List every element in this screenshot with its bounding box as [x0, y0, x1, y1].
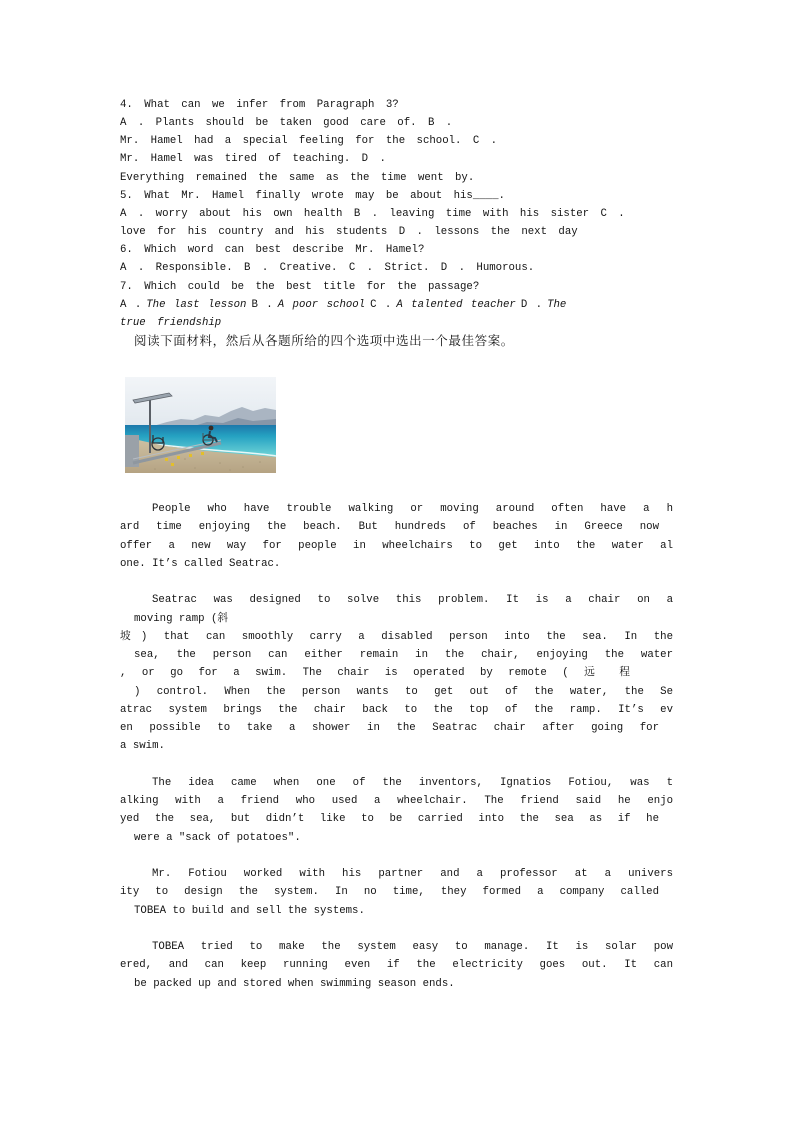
reading-instruction: 阅读下面材料，然后从各题所给的四个选项中选出一个最佳答案。 — [134, 333, 514, 349]
reading-passage — [120, 500, 673, 993]
passage-line: Seatrac was designed to solve this problem. It is a chair on a — [152, 594, 673, 607]
passage-line: be packed up and stored when swimming season ends. — [134, 977, 455, 990]
seatrac-beach-illustration — [125, 377, 276, 473]
option-c-text: A talented teacher — [396, 298, 516, 311]
question-4-options-line: A . Plants should be taken good care of. B . — [120, 117, 453, 130]
question-5: 5. What Mr. Hamel finally wrote may be about his____. — [120, 189, 505, 202]
question-7-options-line — [120, 296, 673, 314]
passage-line: TOBEA to build and sell the systems. — [134, 904, 365, 917]
passage-line: alking with a friend who used a wheelchair. The friend said he enjo — [120, 795, 673, 807]
question-5-options-line: A . worry about his own health B . leaving time with his sister C . — [120, 207, 625, 220]
paragraph-gap — [120, 920, 673, 938]
option-a-label: A . — [120, 298, 142, 311]
paragraph-gap — [120, 756, 673, 774]
seatrac-beach-photo — [125, 377, 276, 473]
option-d-text: The — [547, 298, 567, 311]
passage-line: offer a new way for people in wheelchairs to get into the water al — [120, 539, 673, 552]
passage-line: Mr. Fotiou worked with his partner and a professor at a univers — [152, 868, 673, 880]
passage-line: ard time enjoying the beach. But hundreds of beaches in Greece now — [120, 521, 659, 534]
paragraph-gap — [120, 847, 673, 865]
passage-line: sea, the person can either remain in the chair, enjoying the water — [134, 649, 673, 661]
passage-line: ity to design the system. In no time, they formed a company called — [120, 886, 659, 899]
passage-line: a swim. — [120, 740, 165, 753]
question-4-options-line: Everything remained the same as the time went by. — [120, 171, 475, 184]
option-b-text: A poor school — [277, 298, 366, 311]
passage-line: ered, and can keep running even if the electricity goes out. It can — [120, 959, 673, 972]
question-6-options-line: A . Responsible. B . Creative. C . Strict. D . Humorous. — [120, 262, 535, 275]
passage-line: TOBEA tried to make the system easy to manage. It is solar pow — [152, 941, 673, 953]
passage-line: atrac system brings the chair back to the top of the ramp. It’s ev — [120, 703, 673, 716]
passage-line: 坡) that can smoothly carry a disabled person into the sea. In the — [120, 630, 673, 643]
passage-line: The idea came when one of the inventors, Ignatios Fotiou, was t — [152, 776, 673, 789]
question-7-options-line — [120, 314, 673, 332]
passage-line: yed the sea, but didn’t like to be carried into the sea as if he — [120, 813, 659, 826]
question-5-options-line: love for his country and his students D . lessons the next day — [120, 226, 578, 239]
passage-line: , or go for a swim. The chair is operated by remote ( 远 程 — [120, 667, 630, 680]
paragraph-gap — [120, 573, 673, 591]
question-4: 4. What can we infer from Paragraph 3? — [120, 99, 399, 111]
passage-line: en possible to take a shower in the Seatrac chair after going for — [120, 722, 659, 734]
passage-line: moving ramp (斜 — [134, 612, 229, 625]
question-4-options-line: Mr. Hamel was tired of teaching. D . — [120, 153, 386, 166]
option-c-label: C . — [370, 298, 392, 311]
question-6: 6. Which word can best describe Mr. Hamel? — [120, 244, 425, 257]
option-a-text: The last lesson — [146, 298, 247, 311]
passage-line: ) control. When the person wants to get out of the water, the Se — [134, 685, 673, 698]
option-b-label: B . — [251, 298, 273, 311]
passage-line: one. It’s called Seatrac. — [120, 557, 281, 570]
question-7: 7. Which could be the best title for the passage? — [120, 280, 480, 293]
option-d-label: D . — [520, 298, 543, 311]
questions-section — [120, 96, 673, 350]
option-d-text-continued: true friendship — [120, 316, 222, 329]
question-4-options-line: Mr. Hamel had a special feeling for the school. C . — [120, 135, 498, 148]
passage-line: were a "sack of potatoes". — [134, 831, 301, 844]
passage-line: People who have trouble walking or moving around often have a h — [152, 503, 673, 515]
